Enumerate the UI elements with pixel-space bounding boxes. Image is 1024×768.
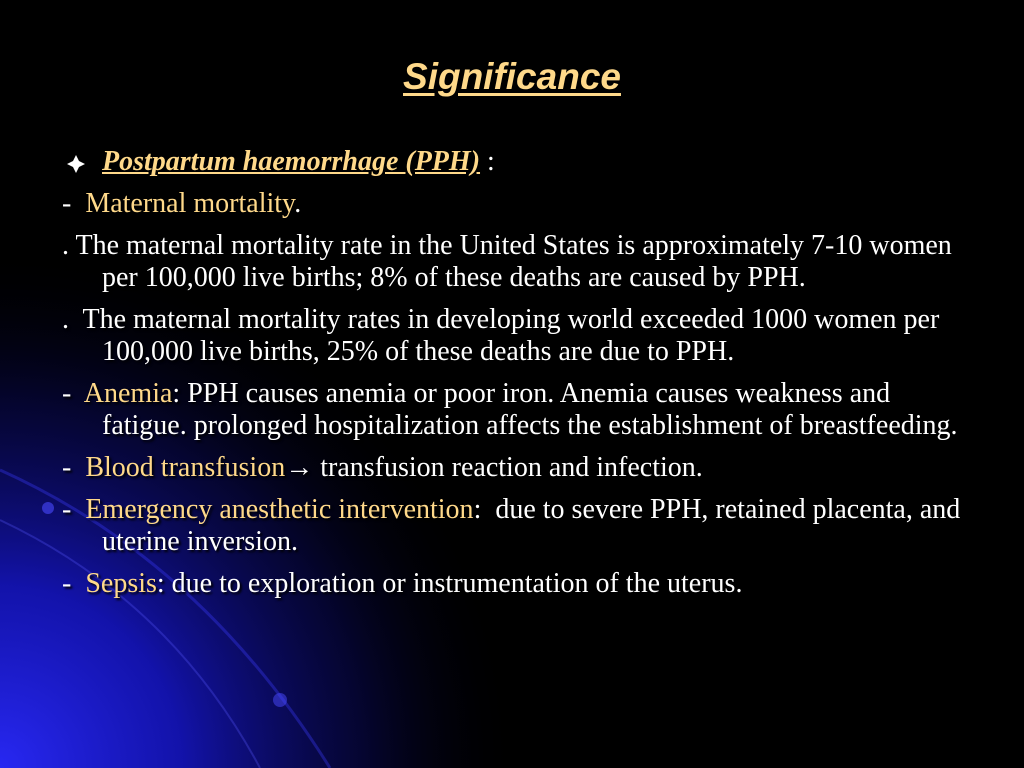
item-prefix: - <box>62 452 86 483</box>
item-text: . <box>294 188 302 219</box>
heading-suffix: : <box>480 146 495 177</box>
term-anemia: Anemia <box>83 378 173 409</box>
item-prefix: - <box>62 568 86 599</box>
term-maternal-mortality: Maternal mortality <box>85 188 295 219</box>
list-item-anemia <box>62 378 962 442</box>
item-text: : due to severe PPH, retained placenta, and uterine inversion. <box>102 494 968 557</box>
item-text: → transfusion reaction and infection. <box>285 452 703 483</box>
slide-title: Significance <box>403 56 621 97</box>
list-item-blood-transfusion <box>62 452 962 484</box>
item-text: : due to exploration or instrumentation of the uterus. <box>156 568 743 599</box>
pph-heading: Postpartum haemorrhage (PPH) <box>102 146 481 177</box>
item-prefix: - <box>62 378 84 409</box>
item-prefix: - <box>62 188 86 219</box>
diamond-bullet-icon <box>66 154 86 174</box>
item-text: : PPH causes anemia or poor iron. Anemia causes weakness and fatigue. prolonged hospitalization affects the establishment of breastfeeding. <box>102 378 958 441</box>
term-emergency-anesthetic: Emergency anesthetic intervention <box>85 494 474 525</box>
list-item-maternal-mortality <box>62 188 962 220</box>
list-item-us-mortality-rate: . The maternal mortality rate in the United States is approximately 7-10 women per 100,000 live births; 8% of these deaths are caused by PPH. <box>62 230 952 293</box>
list-item-developing-world-rate: . The maternal mortality rates in developing world exceeded 1000 women per 100,000 live births, 25% of these deaths are due to PPH. <box>62 304 947 367</box>
term-sepsis: Sepsis <box>85 568 157 599</box>
heading-line <box>62 146 962 178</box>
term-blood-transfusion: Blood transfusion <box>85 452 286 483</box>
item-prefix: - <box>62 494 86 525</box>
list-item-emergency-anesthetic <box>62 494 968 558</box>
slide-body <box>62 146 968 600</box>
list-item-sepsis <box>62 568 962 600</box>
